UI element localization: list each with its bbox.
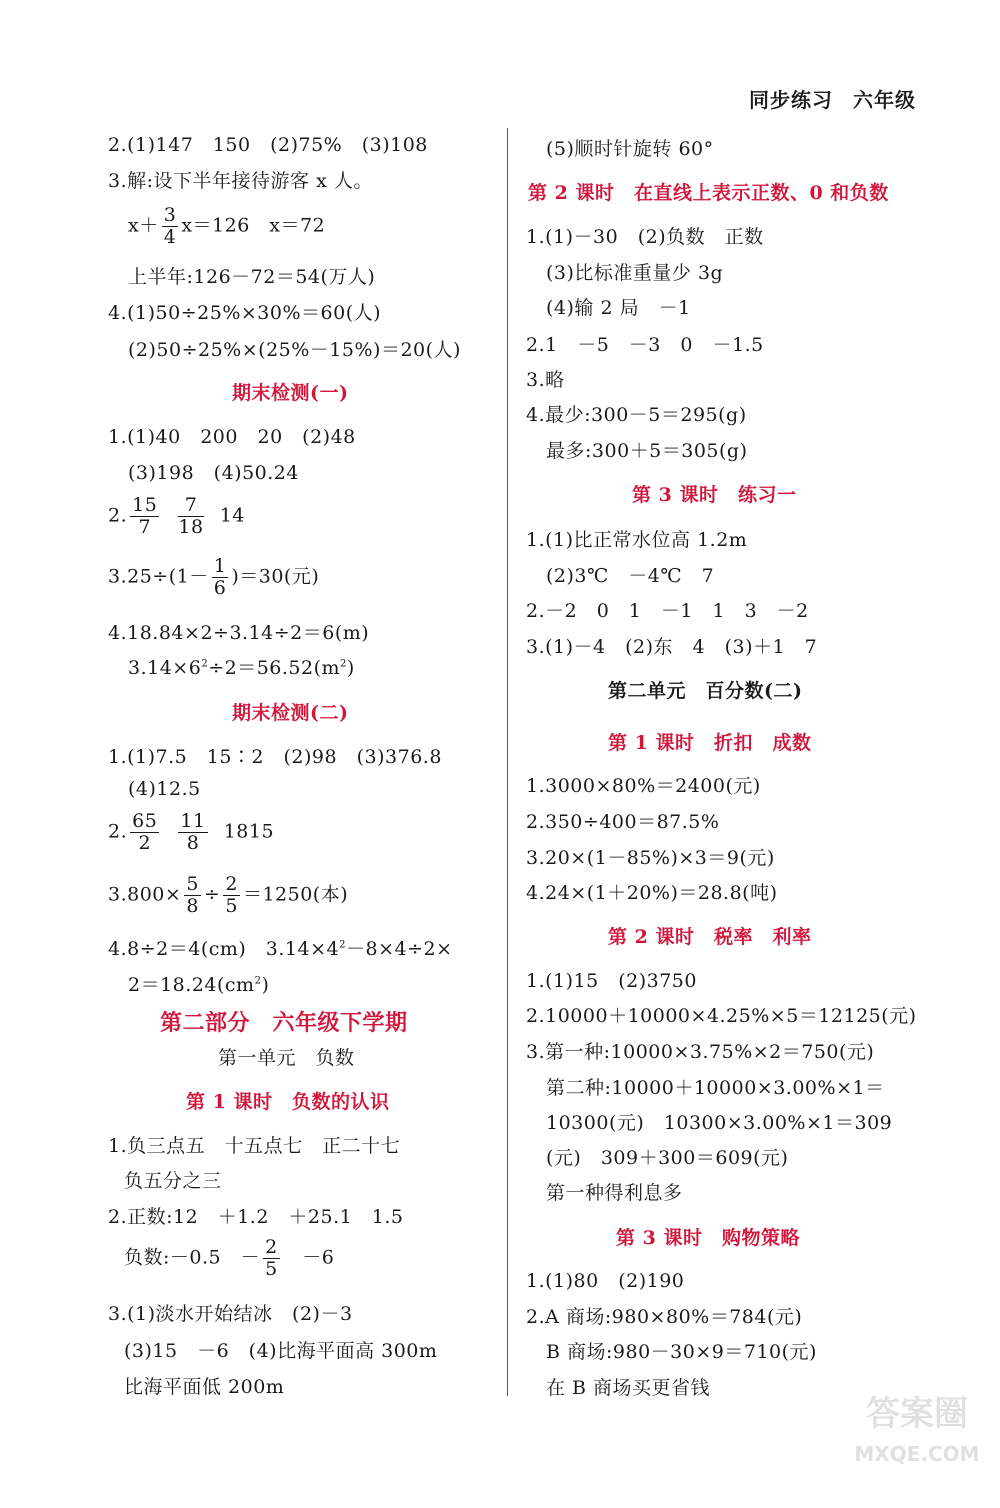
answer-line: 1.(1)15 (2)3750 xyxy=(526,970,697,992)
answer-line: (4)输 2 局 －1 xyxy=(546,297,691,319)
answer-line: 3.(1)－4 (2)东 4 (3)＋1 7 xyxy=(526,636,818,658)
answer-line: (3)比标准重量少 3g xyxy=(546,262,724,284)
answer-line: 第一种得利息多 xyxy=(546,1182,683,1204)
answer-line: 在 B 商场买更省钱 xyxy=(546,1377,711,1399)
numerator: 2 xyxy=(225,873,238,895)
fraction xyxy=(178,496,203,537)
numerator: 65 xyxy=(132,810,158,832)
text: )＝30(元) xyxy=(231,565,320,588)
fraction xyxy=(130,496,159,537)
text: ÷ xyxy=(203,883,221,906)
answer-line: (2)3℃ －4℃ 7 xyxy=(546,565,715,587)
answer-line: 2.10000＋10000×4.25%×5＝12125(元) xyxy=(526,1005,917,1027)
watermark-text: 答案圈 xyxy=(866,1394,968,1434)
unit-heading: 第二单元 百分数(二) xyxy=(608,680,803,702)
text: ÷2＝56.52(m xyxy=(208,657,341,679)
section-heading: 第 1 课时 折扣 成数 xyxy=(608,732,812,754)
answer-line: 4.(1)50÷25%×30%＝60(人) xyxy=(108,302,382,324)
text: ＝1250(本) xyxy=(242,883,349,906)
superscript: 2 xyxy=(340,658,347,670)
superscript: 2 xyxy=(254,975,262,987)
answer-line: (元) 309＋300＝609(元) xyxy=(546,1147,789,1169)
text: ) xyxy=(261,974,270,996)
text: x＋ xyxy=(128,214,159,237)
denominator: 7 xyxy=(138,516,152,538)
denominator: 8 xyxy=(186,895,199,917)
fraction xyxy=(223,875,240,916)
section-heading: 第 1 课时 负数的认识 xyxy=(186,1091,390,1113)
answer-line: 4.18.84×2÷3.14÷2＝6(m) xyxy=(108,622,370,644)
text: 3.25÷(1－ xyxy=(108,565,209,588)
numerator: 15 xyxy=(132,494,158,516)
text: 3.14×6 xyxy=(128,657,202,679)
answer-line: (5)顺时针旋转 60° xyxy=(546,138,714,160)
watermark-logo xyxy=(852,1394,982,1484)
fraction xyxy=(263,1238,280,1279)
answer-line: 1.(1)40 200 20 (2)48 xyxy=(108,426,356,448)
answer-line: 3.略 xyxy=(526,369,565,391)
answer-line: 3.(1)淡水开始结冰 (2)－3 xyxy=(108,1303,353,1325)
answer-line: 1.(1)－30 (2)负数 正数 xyxy=(526,226,764,248)
answer-line: 4.最少:300－5＝295(g) xyxy=(526,404,747,426)
section-heading: 期末检测(一) xyxy=(232,382,349,404)
answer-line xyxy=(108,875,348,916)
text: 4.8÷2＝4(cm) 3.14×4 xyxy=(108,938,340,960)
section-heading: 期末检测(二) xyxy=(232,702,349,724)
denominator: 4 xyxy=(163,226,177,248)
superscript: 2 xyxy=(339,939,346,951)
answer-line: 3.20×(1－85%)×3＝9(元) xyxy=(526,847,775,869)
section-heading: 第 3 课时 练习一 xyxy=(632,484,797,506)
fraction xyxy=(162,206,179,247)
answer-line xyxy=(124,1238,334,1279)
fraction xyxy=(178,812,207,853)
text: 2. xyxy=(108,820,128,843)
denominator: 18 xyxy=(178,516,204,538)
numerator: 5 xyxy=(186,873,199,895)
text: ) xyxy=(346,657,355,679)
answer-line: 2.1 －5 －3 0 －1.5 xyxy=(526,334,764,356)
denominator: 5 xyxy=(265,1258,278,1280)
fraction xyxy=(184,875,201,916)
section-heading: 第 3 课时 购物策略 xyxy=(616,1227,800,1249)
text: 14 xyxy=(219,504,245,527)
text: 2＝18.24(cm xyxy=(128,974,255,996)
answer-line: 上半年:126－72＝54(万人) xyxy=(128,266,376,288)
text: 3.800× xyxy=(108,883,182,906)
denominator: 6 xyxy=(213,577,227,599)
answer-line: (3)198 (4)50.24 xyxy=(128,462,299,484)
numerator: 1 xyxy=(213,555,227,577)
answer-line xyxy=(108,557,319,598)
text: 2. xyxy=(108,504,128,527)
numerator: 7 xyxy=(178,496,203,517)
answer-line: 2.A 商场:980×80%＝784(元) xyxy=(526,1306,803,1328)
fraction xyxy=(212,557,229,598)
numerator: 11 xyxy=(180,810,206,832)
denominator: 8 xyxy=(186,832,200,854)
answer-line: 比海平面低 200m xyxy=(124,1376,285,1398)
text: －8×4÷2× xyxy=(345,938,453,960)
text: －6 xyxy=(282,1246,335,1269)
answer-line: 第二种:10000＋10000×3.00%×1＝ xyxy=(546,1077,885,1099)
answer-line: 2.350÷400＝87.5% xyxy=(526,811,720,833)
answer-line: 4.24×(1＋20%)＝28.8(吨) xyxy=(526,882,778,904)
answer-line: 最多:300＋5＝305(g) xyxy=(546,440,748,462)
answer-line xyxy=(108,934,453,961)
answer-line: 10300(元) 10300×3.00%×1＝309 xyxy=(546,1112,893,1134)
answer-line: 2.－2 0 1 －1 1 3 －2 xyxy=(526,600,809,622)
answer-line xyxy=(128,206,325,247)
section-heading: 第 2 课时 税率 利率 xyxy=(608,926,812,948)
answer-line: (2)50÷25%×(25%－15%)＝20(人) xyxy=(128,339,461,361)
answer-line: 2.(1)147 150 (2)75% (3)108 xyxy=(108,134,428,156)
text: 负数:－0.5 － xyxy=(124,1246,261,1269)
numerator: 3 xyxy=(163,204,177,226)
answer-line: 1.负三点五 十五点七 正二十七 xyxy=(108,1135,401,1157)
answer-line: 2.正数:12 ＋1.2 ＋25.1 1.5 xyxy=(108,1206,404,1228)
answer-line xyxy=(108,496,245,537)
answer-line xyxy=(108,812,274,853)
answer-line: 负五分之三 xyxy=(124,1170,222,1192)
answer-line: 1.(1)80 (2)190 xyxy=(526,1270,685,1292)
part-heading: 第二部分 六年级下学期 xyxy=(160,1010,408,1036)
numerator: 2 xyxy=(265,1236,278,1258)
answer-line: (3)15 －6 (4)比海平面高 300m xyxy=(124,1340,438,1362)
unit-heading: 第一单元 负数 xyxy=(218,1047,355,1069)
text: x＝126 x＝72 xyxy=(181,214,326,237)
section-heading: 第 2 课时 在直线上表示正数、0 和负数 xyxy=(528,182,889,204)
answer-line: 1.(1)7.5 15∶2 (2)98 (3)376.8 xyxy=(108,746,442,768)
answer-line: (4)12.5 xyxy=(128,778,201,800)
text: 1815 xyxy=(223,820,275,843)
answer-line xyxy=(128,970,269,997)
answer-line: 3.第一种:10000×3.75%×2＝750(元) xyxy=(526,1041,875,1063)
column-divider xyxy=(507,128,508,1396)
answer-line xyxy=(128,653,355,680)
answer-line: 3.解:设下半年接待游客 x 人。 xyxy=(108,170,373,192)
denominator: 5 xyxy=(225,895,238,917)
superscript: 2 xyxy=(201,658,209,670)
fraction xyxy=(130,812,159,853)
grade-label: 六年级 xyxy=(853,88,916,112)
denominator: 2 xyxy=(138,832,152,854)
answer-line: 1.3000×80%＝2400(元) xyxy=(526,775,761,797)
answer-line: B 商场:980－30×9＝710(元) xyxy=(546,1341,817,1363)
book-title: 同步练习 xyxy=(749,88,833,112)
page-header xyxy=(729,84,916,113)
answer-line: 1.(1)比正常水位高 1.2m xyxy=(526,529,748,551)
watermark-url: MXQE.COM xyxy=(854,1442,980,1466)
